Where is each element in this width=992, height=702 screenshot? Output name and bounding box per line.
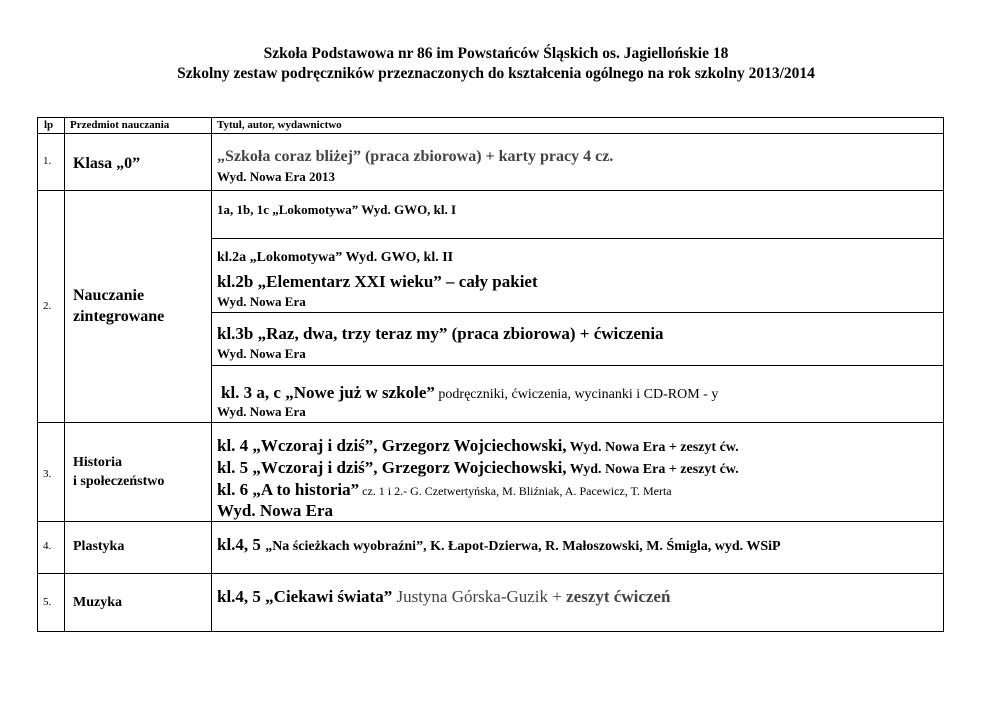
textbook-entry: kl. 6 „A to historia” cz. 1 i 2.- G. Czetwertyńska, M. Bliźniak, A. Pacewicz, T. Merta <box>217 480 672 499</box>
subject-label: i społeczeństwo <box>73 474 165 489</box>
row-number: 3. <box>43 468 52 480</box>
header-subject: Przedmiot nauczania <box>70 119 170 131</box>
publisher-line: Wyd. Nowa Era <box>217 404 306 419</box>
subrow-divider <box>211 365 943 366</box>
header-title: Tytuł, autor, wydawnictwo <box>217 119 342 131</box>
header-row-divider <box>38 133 943 134</box>
subject-label: Muzyka <box>73 595 122 610</box>
row-number: 2. <box>43 300 52 312</box>
subrow-divider <box>211 312 943 313</box>
row-divider <box>38 573 943 574</box>
row-number: 5. <box>43 596 52 608</box>
header-lp: lp <box>44 119 54 131</box>
subrow-divider <box>211 238 943 239</box>
row-divider <box>38 422 943 423</box>
textbook-entry: kl.3b „Raz, dwa, trzy teraz my” (praca zbiorowa) + ćwiczenia <box>217 324 664 343</box>
col-divider-lp <box>64 118 65 631</box>
subject-label: Plastyka <box>73 539 125 554</box>
textbook-entry: kl. 5 „Wczoraj i dziś”, Grzegorz Wojciechowski, Wyd. Nowa Era + zeszyt ćw. <box>217 458 739 477</box>
row-number: 4. <box>43 540 52 552</box>
textbook-entry: kl. 3 a, c „Nowe już w szkole” podręczniki, ćwiczenia, wycinanki i CD-ROM - y <box>221 383 719 402</box>
col-divider-subject <box>211 118 212 631</box>
textbook-entry: 1a, 1b, 1c „Lokomotywa” Wyd. GWO, kl. I <box>217 202 457 217</box>
publisher-line: Wyd. Nowa Era <box>217 501 334 520</box>
row-divider <box>38 521 943 522</box>
row-number: 1. <box>43 155 52 167</box>
publisher-line: Wyd. Nowa Era <box>217 346 306 361</box>
textbook-entry: kl. 4 „Wczoraj i dziś”, Grzegorz Wojciechowski, Wyd. Nowa Era + zeszyt ćw. <box>217 436 739 455</box>
subject-label: Nauczanie <box>73 287 145 304</box>
subject-label: zintegrowane <box>73 308 165 325</box>
document-subtitle: Szkolny zestaw podręczników przeznaczonych do kształcenia ogólnego na rok szkolny 2013/2014 <box>177 65 815 82</box>
textbook-table <box>37 117 944 632</box>
publisher-line: Wyd. Nowa Era <box>217 294 306 309</box>
textbook-entry: kl.4, 5 „Ciekawi świata” Justyna Górska-Guzik + zeszyt ćwiczeń <box>217 587 671 606</box>
school-name-title: Szkoła Podstawowa nr 86 im Powstańców Śląskich os. Jagiellońskie 18 <box>263 45 729 62</box>
subject-label: Historia <box>73 455 122 470</box>
textbook-title: „Szkoła coraz bliżej” (praca zbiorowa) + karty pracy 4 cz. <box>217 148 614 165</box>
publisher-line: Wyd. Nowa Era 2013 <box>217 169 335 184</box>
textbook-entry: kl.4, 5 „Na ścieżkach wyobraźni”, K. Łapot-Dzierwa, R. Małoszowski, M. Śmigla, wyd. WSiP <box>217 535 781 554</box>
row-divider <box>38 190 943 191</box>
textbook-entry: kl.2b „Elementarz XXI wieku” – cały pakiet <box>217 272 538 291</box>
textbook-entry: kl.2a „Lokomotywa” Wyd. GWO, kl. II <box>217 250 454 265</box>
subject-label: Klasa „0” <box>73 155 141 172</box>
